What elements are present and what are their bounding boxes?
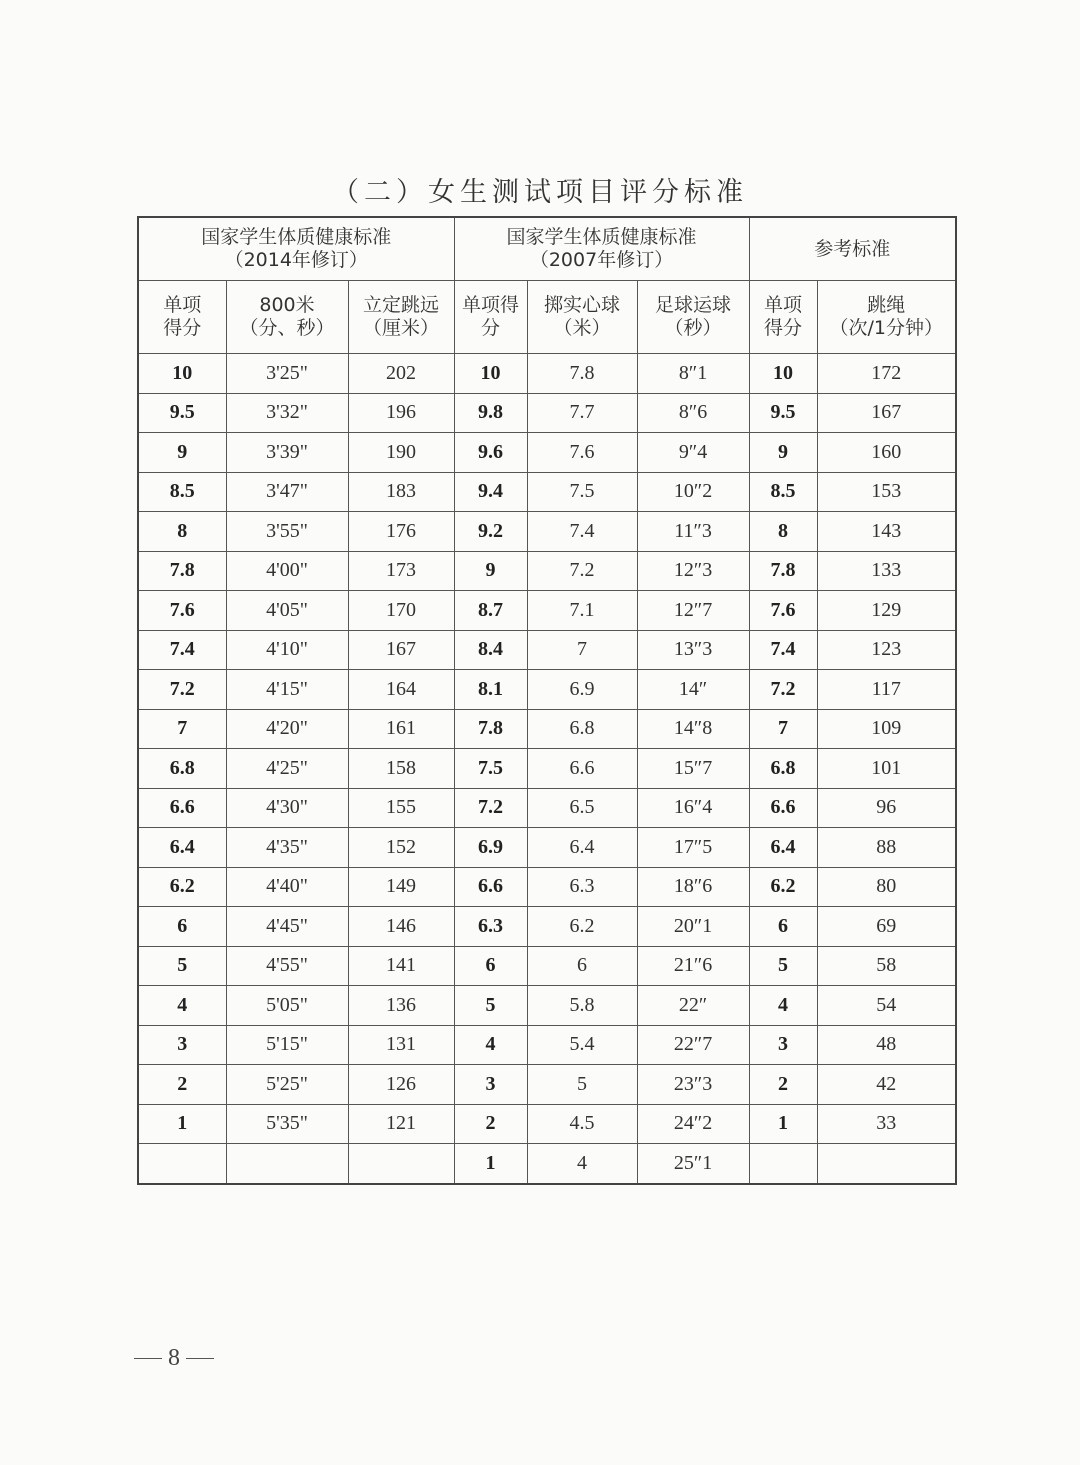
value-cell: 80 [817,867,956,907]
group-header-2007: 国家学生体质健康标准 （2007年修订） [454,217,749,281]
value-cell: 14″ [637,670,749,710]
value-cell: 136 [348,986,454,1026]
column-header-row [138,281,956,354]
value-cell: 3'55" [226,512,348,552]
value-cell: 153 [817,472,956,512]
value-cell: 58 [817,946,956,986]
value-cell: 4'15" [226,670,348,710]
score-cell: 6.4 [138,828,226,868]
score-cell: 9.5 [749,393,817,433]
value-cell: 7.7 [527,393,637,433]
value-cell: 4'05" [226,591,348,631]
value-cell: 101 [817,749,956,789]
column-header: 跳绳 （次/1分钟） [817,281,956,354]
value-cell: 4'25" [226,749,348,789]
score-cell: 9.6 [454,433,527,473]
value-cell: 3'32" [226,393,348,433]
value-cell: 202 [348,354,454,394]
value-cell: 4'30" [226,788,348,828]
value-cell: 167 [817,393,956,433]
score-cell: 9 [454,551,527,591]
score-cell: 6 [749,907,817,947]
value-cell: 123 [817,630,956,670]
score-cell: 10 [749,354,817,394]
value-cell: 33 [817,1104,956,1144]
score-cell: 7.8 [138,551,226,591]
table-body [138,354,956,1184]
value-cell: 6.3 [527,867,637,907]
column-header: 单项 得分 [749,281,817,354]
table-row [138,986,956,1026]
score-cell: 6.8 [749,749,817,789]
value-cell: 146 [348,907,454,947]
value-cell: 6.5 [527,788,637,828]
score-cell: 7.6 [749,591,817,631]
score-cell: 3 [749,1025,817,1065]
value-cell: 129 [817,591,956,631]
value-cell: 11″3 [637,512,749,552]
table-row [138,433,956,473]
score-cell: 7 [138,709,226,749]
score-cell: 2 [749,1065,817,1105]
value-cell: 7.1 [527,591,637,631]
value-cell: 16″4 [637,788,749,828]
page-number-value: 8 [168,1345,180,1371]
value-cell: 21″6 [637,946,749,986]
value-cell: 88 [817,828,956,868]
score-cell: 9.8 [454,393,527,433]
column-header: 单项得 分 [454,281,527,354]
value-cell: 6.8 [527,709,637,749]
value-cell: 23″3 [637,1065,749,1105]
score-cell: 10 [454,354,527,394]
value-cell: 7 [527,630,637,670]
score-cell: 7.8 [749,551,817,591]
value-cell: 7.8 [527,354,637,394]
value-cell: 121 [348,1104,454,1144]
value-cell: 155 [348,788,454,828]
score-cell: 9.4 [454,472,527,512]
value-cell: 7.6 [527,433,637,473]
score-cell [749,1144,817,1184]
score-cell: 7.2 [454,788,527,828]
group-header-row [138,217,956,281]
table-row [138,828,956,868]
table-row [138,670,956,710]
value-cell: 167 [348,630,454,670]
value-cell: 42 [817,1065,956,1105]
value-cell: 176 [348,512,454,552]
score-cell: 6.3 [454,907,527,947]
score-cell: 4 [454,1025,527,1065]
score-cell: 8.7 [454,591,527,631]
score-cell: 6.6 [138,788,226,828]
score-cell: 6.8 [138,749,226,789]
value-cell: 3'39" [226,433,348,473]
value-cell: 48 [817,1025,956,1065]
table-row [138,1104,956,1144]
value-cell: 6.6 [527,749,637,789]
score-cell: 8.5 [138,472,226,512]
value-cell: 196 [348,393,454,433]
value-cell: 4'35" [226,828,348,868]
score-cell: 7.8 [454,709,527,749]
value-cell: 4.5 [527,1104,637,1144]
score-cell: 7.5 [454,749,527,789]
value-cell: 4'40" [226,867,348,907]
page-number [128,1345,220,1372]
scoring-table [137,216,957,1185]
value-cell: 9″4 [637,433,749,473]
score-cell: 6.6 [454,867,527,907]
value-cell: 6 [527,946,637,986]
value-cell: 170 [348,591,454,631]
value-cell: 4 [527,1144,637,1184]
score-cell: 1 [749,1104,817,1144]
score-cell: 6.2 [138,867,226,907]
score-cell: 8.1 [454,670,527,710]
value-cell: 20″1 [637,907,749,947]
score-cell: 4 [138,986,226,1026]
value-cell: 8″6 [637,393,749,433]
score-cell: 5 [749,946,817,986]
value-cell: 14″8 [637,709,749,749]
value-cell: 5'35" [226,1104,348,1144]
score-cell: 1 [138,1104,226,1144]
value-cell: 161 [348,709,454,749]
score-cell: 7.6 [138,591,226,631]
value-cell: 141 [348,946,454,986]
page-number-dash-right [186,1358,214,1360]
score-cell: 6.2 [749,867,817,907]
value-cell: 4'55" [226,946,348,986]
table-row [138,512,956,552]
score-cell: 9 [749,433,817,473]
value-cell [817,1144,956,1184]
value-cell: 6.9 [527,670,637,710]
score-cell: 7.2 [138,670,226,710]
table-row [138,630,956,670]
group-header-reference: 参考标准 [749,217,956,281]
value-cell: 12″7 [637,591,749,631]
score-cell: 10 [138,354,226,394]
value-cell: 5'05" [226,986,348,1026]
table-row [138,354,956,394]
value-cell: 160 [817,433,956,473]
column-header: 800米 （分、秒） [226,281,348,354]
table-row [138,1065,956,1105]
value-cell: 96 [817,788,956,828]
value-cell: 158 [348,749,454,789]
value-cell: 109 [817,709,956,749]
value-cell: 4'10" [226,630,348,670]
value-cell: 6.2 [527,907,637,947]
value-cell: 133 [817,551,956,591]
column-header: 单项 得分 [138,281,226,354]
table-row [138,472,956,512]
page-title: （二）女生测试项目评分标准 [332,177,748,208]
value-cell: 152 [348,828,454,868]
value-cell: 22″7 [637,1025,749,1065]
score-cell: 9 [138,433,226,473]
score-cell: 7 [749,709,817,749]
score-cell: 8 [749,512,817,552]
score-cell: 8.5 [749,472,817,512]
value-cell: 54 [817,986,956,1026]
value-cell: 69 [817,907,956,947]
group-header-2014: 国家学生体质健康标准 （2014年修订） [138,217,454,281]
value-cell: 7.5 [527,472,637,512]
score-cell: 5 [454,986,527,1026]
column-header: 掷实心球 （米） [527,281,637,354]
table-row [138,551,956,591]
value-cell: 131 [348,1025,454,1065]
table-row [138,867,956,907]
value-cell: 5.4 [527,1025,637,1065]
score-cell: 7.4 [138,630,226,670]
score-cell: 6.6 [749,788,817,828]
score-cell: 6.9 [454,828,527,868]
value-cell: 4'20" [226,709,348,749]
score-cell: 2 [138,1065,226,1105]
score-cell: 8.4 [454,630,527,670]
value-cell: 15″7 [637,749,749,789]
score-cell: 3 [454,1065,527,1105]
value-cell: 12″3 [637,551,749,591]
table-row [138,1025,956,1065]
value-cell [226,1144,348,1184]
table-row [138,946,956,986]
value-cell: 173 [348,551,454,591]
value-cell: 18″6 [637,867,749,907]
value-cell: 172 [817,354,956,394]
score-cell [138,1144,226,1184]
score-cell: 6 [454,946,527,986]
value-cell: 3'47" [226,472,348,512]
value-cell: 5.8 [527,986,637,1026]
value-cell: 5'15" [226,1025,348,1065]
table-row [138,749,956,789]
value-cell: 5'25" [226,1065,348,1105]
value-cell: 6.4 [527,828,637,868]
value-cell: 5 [527,1065,637,1105]
score-cell: 9.2 [454,512,527,552]
score-cell: 4 [749,986,817,1026]
value-cell: 4'45" [226,907,348,947]
score-cell: 7.4 [749,630,817,670]
value-cell: 149 [348,867,454,907]
value-cell: 10″2 [637,472,749,512]
value-cell: 17″5 [637,828,749,868]
value-cell: 22″ [637,986,749,1026]
value-cell: 126 [348,1065,454,1105]
value-cell: 13″3 [637,630,749,670]
value-cell: 164 [348,670,454,710]
value-cell: 7.4 [527,512,637,552]
value-cell: 7.2 [527,551,637,591]
score-cell: 6 [138,907,226,947]
value-cell: 117 [817,670,956,710]
table-row [138,1144,956,1184]
score-cell: 8 [138,512,226,552]
value-cell: 25″1 [637,1144,749,1184]
table-row [138,709,956,749]
value-cell: 24″2 [637,1104,749,1144]
column-header: 足球运球 （秒） [637,281,749,354]
score-cell: 6.4 [749,828,817,868]
score-cell: 7.2 [749,670,817,710]
value-cell: 8″1 [637,354,749,394]
table-row [138,907,956,947]
value-cell: 3'25" [226,354,348,394]
value-cell: 143 [817,512,956,552]
value-cell: 4'00" [226,551,348,591]
score-cell: 3 [138,1025,226,1065]
table-row [138,393,956,433]
table-row [138,788,956,828]
score-cell: 2 [454,1104,527,1144]
value-cell: 190 [348,433,454,473]
page-number-dash-left [134,1358,162,1360]
table-row [138,591,956,631]
value-cell [348,1144,454,1184]
score-cell: 5 [138,946,226,986]
score-cell: 9.5 [138,393,226,433]
value-cell: 183 [348,472,454,512]
score-cell: 1 [454,1144,527,1184]
column-header: 立定跳远 （厘米） [348,281,454,354]
